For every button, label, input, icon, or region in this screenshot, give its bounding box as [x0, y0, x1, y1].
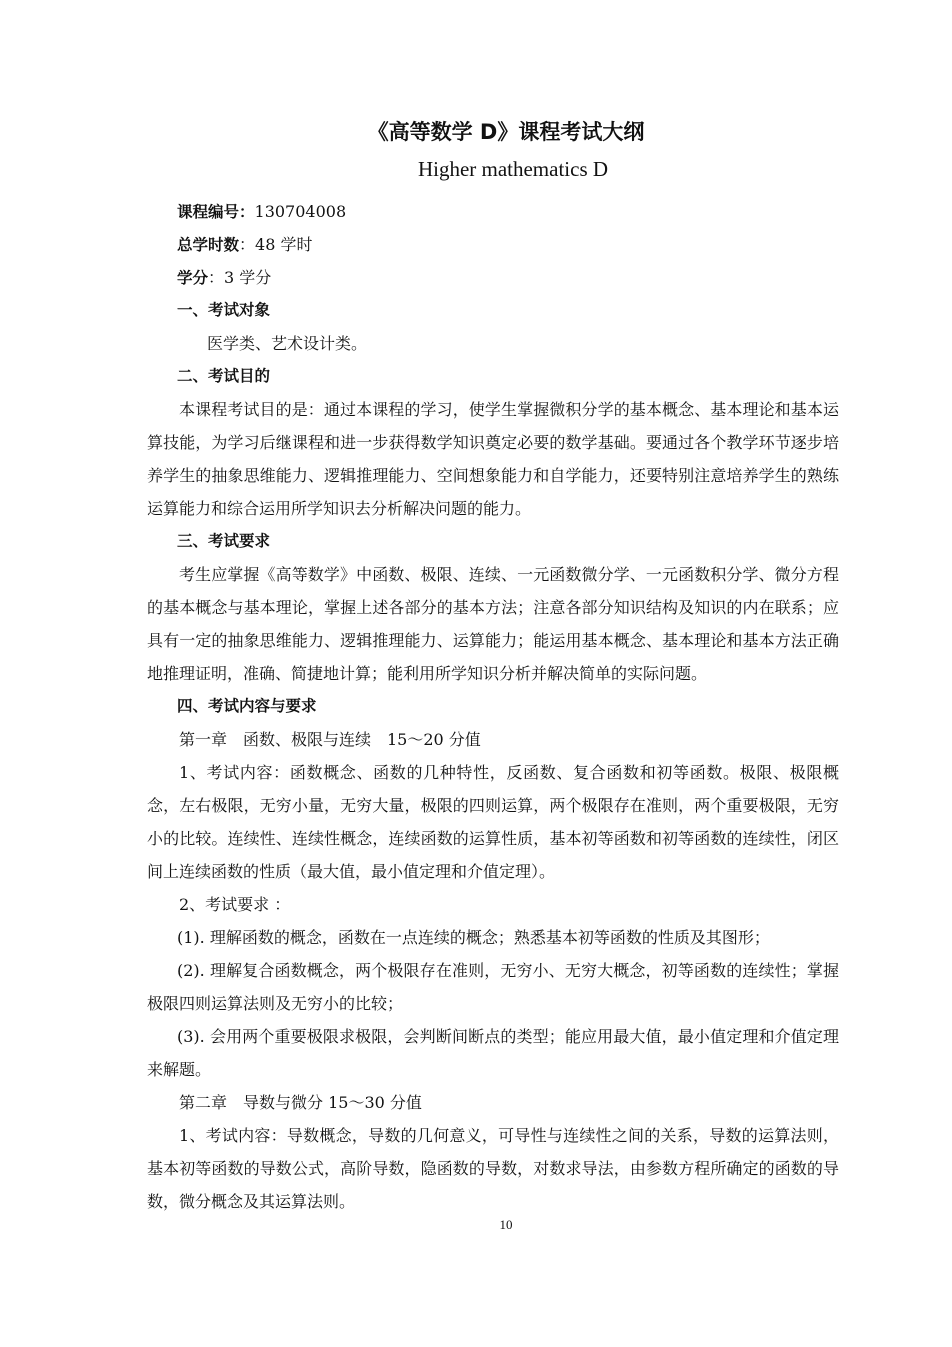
document-title: 《高等数学 D》课程考试大纲 [367, 120, 645, 144]
document-subtitle: Higher mathematics D [417, 157, 609, 181]
chapter-1-content: 1、考试内容：函数概念、函数的几种特性，反函数、复合函数和初等函数。极限、极限概念，左右极限，无穷小量，无穷大量，极限的四则运算，两个极限存在准则，两个重要极限，无穷小的比较。连续性、连续性概念，连续函数的运算性质，基本初等函数和初等函数的连续性，闭区间上连续函数的性质（最大值，最小值定理和介值定理）。 [147, 763, 839, 881]
credits-row [147, 261, 839, 294]
exam-requirements-text: 考生应掌握《高等数学》中函数、极限、连续、一元函数微分学、一元函数积分学、微分方程的基本概念与基本理论，掌握上述各部分的基本方法；注意各部分知识结构及知识的内在联系；应具有一定的抽象思维能力、逻辑推理能力、运算能力；能运用基本概念、基本理论和基本方法正确地推理证明，准确、简捷地计算；能利用所学知识分析并解决简单的实际问题。 [147, 565, 839, 683]
chapter-1-requirement-2: (2). 理解复合函数概念，两个极限存在准则，无穷小、无穷大概念，初等函数的连续性；掌握极限四则运算法则及无穷小的比较； [147, 961, 839, 1013]
document-body [147, 195, 839, 1218]
credits-label: 学分 [177, 269, 209, 287]
section-heading-exam-target: 一、考试对象 [177, 301, 271, 319]
exam-purpose-text: 本课程考试目的是：通过本课程的学习，使学生掌握微积分学的基本概念、基本理论和基本运算技能，为学习后继课程和进一步获得数学知识奠定必要的数学基础。要通过各个教学环节逐步培养学生的抽象思维能力、逻辑推理能力、空间想象能力和自学能力，还要特别注意培养学生的熟练运算能力和综合运用所学知识去分析解决问题的能力。 [147, 400, 839, 518]
credits-value: ：3 学分 [208, 268, 272, 287]
total-hours-label: 总学时数 [177, 236, 240, 254]
chapter-1-title: 第一章 函数、极限与连续 15～20 分值 [179, 730, 481, 749]
chapter-1-requirements-label: 2、考试要求 ： [179, 895, 291, 914]
chapter-1-requirement-1: (1). 理解函数的概念，函数在一点连续的概念；熟悉基本初等函数的性质及其图形； [177, 928, 770, 947]
course-code-label: 课程编号： [177, 203, 255, 221]
page-number: 10 [499, 1217, 513, 1232]
chapter-2-content: 1、考试内容：导数概念，导数的几何意义，可导性与连续性之间的关系，导数的运算法则，基本初等函数的导数公式，高阶导数，隐函数的导数，对数求导法，由参数方程所确定的函数的导数，微分概念及其运算法则。 [147, 1126, 839, 1211]
total-hours-value: ：48 学时 [239, 235, 313, 254]
total-hours-row [147, 228, 839, 261]
section-heading-exam-purpose: 二、考试目的 [177, 367, 271, 385]
exam-target-text: 医学类、艺术设计类。 [207, 334, 368, 353]
section-heading-exam-content: 四、考试内容与要求 [177, 697, 317, 715]
section-heading-exam-requirements: 三、考试要求 [177, 532, 271, 550]
chapter-2-title: 第二章 导数与微分 15～30 分值 [179, 1093, 422, 1112]
chapter-1-requirement-3: (3). 会用两个重要极限求极限，会判断间断点的类型；能应用最大值，最小值定理和介值定理来解题。 [147, 1027, 839, 1079]
course-code-value: 130704008 [254, 202, 347, 221]
course-code-row [147, 195, 839, 228]
